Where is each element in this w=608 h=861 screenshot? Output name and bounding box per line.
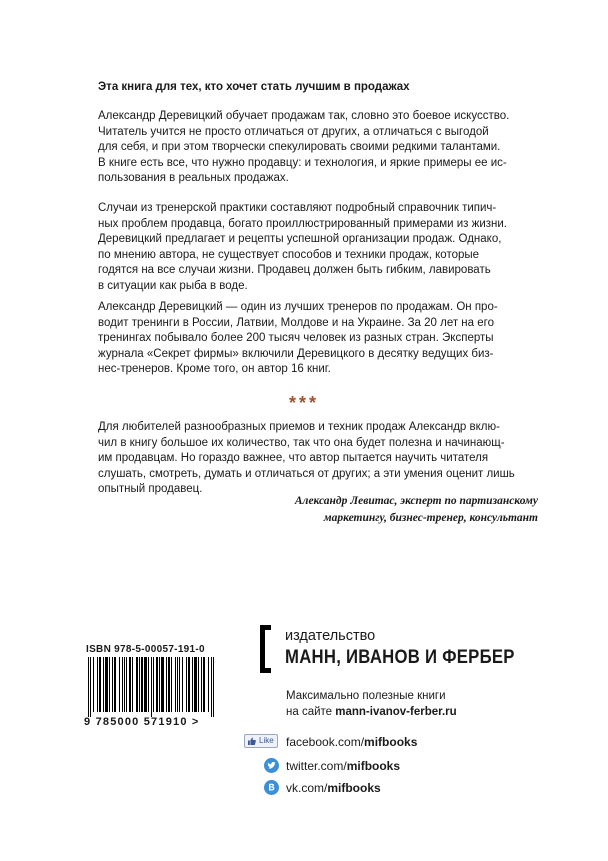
facebook-url[interactable]	[286, 734, 417, 750]
like-label: Like	[259, 736, 274, 745]
paragraph-line: В книге есть все, что нужно продавцу: и технология, и яркие примеры ее ис-	[98, 156, 507, 169]
barcode-bar	[171, 657, 172, 712]
separator-stars: ***	[288, 393, 319, 413]
barcode-bar	[112, 657, 113, 712]
paragraph-line: пользования в реальных продажах.	[98, 172, 289, 185]
facebook-like-button[interactable]	[244, 734, 278, 748]
paragraph-line: ных проблем продавца, богато проиллюстрированный примерами из жизни.	[98, 217, 508, 230]
barcode-bar	[179, 657, 180, 712]
publisher-name: МАНН, ИВАНОВ И ФЕРБЕР	[285, 647, 515, 668]
url-handle: mifbooks	[364, 735, 418, 749]
barcode-bar	[109, 657, 110, 712]
barcode-bar	[88, 657, 89, 717]
attribution-line: маркетингу, бизнес-тренер, консультант	[323, 512, 538, 524]
paragraph-line: чил в книгу большое их количество, так что она будет полезна и начинающ-	[98, 436, 505, 449]
vk-icon	[264, 780, 279, 795]
paragraph-line: годятся на все случаи жизни. Продавец должен быть гибким, лавировать	[98, 264, 491, 277]
paragraph-4	[98, 420, 538, 498]
barcode-bar	[99, 657, 101, 712]
paragraph-line: Александр Деревицкий — один из лучших тренеров по продажам. Он про-	[98, 301, 498, 313]
paragraph-line: Александр Деревицкий обучает продажам так, словно это боевое искусство.	[98, 110, 510, 122]
vk-url[interactable]	[286, 780, 381, 796]
twitter-url[interactable]	[286, 758, 400, 774]
barcode-bar	[144, 657, 147, 712]
heading: Эта книга для тех, кто хочет стать лучшим в продажах	[98, 81, 410, 93]
barcode-bar	[122, 657, 123, 712]
paragraph-1	[98, 109, 538, 187]
bracket-logo-icon	[258, 623, 274, 675]
barcode-image	[86, 657, 216, 717]
paragraph-line: водит тренинги в России, Латвии, Молдове и на Украине. За 20 лет на его	[98, 316, 494, 329]
quote-attribution	[208, 493, 538, 527]
barcode-bar	[159, 657, 160, 712]
barcode-bar	[126, 657, 127, 712]
barcode-bar	[208, 657, 209, 712]
url-handle: mifbooks	[346, 759, 401, 773]
barcode-bar	[186, 657, 187, 712]
promo-prefix: на сайте	[286, 705, 336, 718]
barcode-bar	[153, 657, 154, 712]
paragraph-line: Для любителей разнообразных приемов и техник продаж Александр вклю-	[98, 421, 500, 433]
barcode-bar	[132, 657, 133, 712]
paragraph-3	[98, 300, 538, 378]
paragraph-line: опытный продавец.	[98, 483, 203, 496]
barcode-bar	[192, 657, 193, 712]
barcode-bar	[103, 657, 104, 712]
website-link[interactable]: mann-ivanov-ferber.ru	[335, 705, 457, 718]
attribution-line: Александр Левитас, эксперт по партизанскому	[294, 495, 538, 507]
barcode-bar	[124, 657, 125, 712]
barcode-bar	[151, 657, 152, 717]
twitter-bird-icon	[264, 758, 279, 773]
barcode-bar	[211, 657, 212, 717]
barcode-bar	[188, 657, 190, 712]
paragraph-line: Деревицкий предлагает и рецепты успешной организации продаж. Однако,	[98, 233, 502, 246]
publisher-label: издательство	[285, 628, 376, 644]
barcode-bar	[201, 657, 202, 712]
url-handle: mifbooks	[327, 781, 381, 795]
paragraph-line: Читатель учится не просто отличаться от других, а отличаться с выгодой	[98, 125, 489, 138]
barcode-bar	[161, 657, 164, 712]
promo-text	[286, 689, 457, 720]
url-prefix: twitter.com/	[286, 759, 347, 773]
promo-line	[286, 705, 457, 721]
barcode-bar	[139, 657, 140, 712]
barcode-bar	[177, 657, 178, 712]
paragraph-line: слушать, смотреть, думать и отличаться от других; а эти умения оценит лишь	[98, 467, 515, 480]
thumbs-up-icon	[248, 737, 256, 745]
barcode-bar	[141, 657, 143, 712]
paragraph-line: им продавцам. Но гораздо важнее, что автор пытается научить читателя	[98, 452, 489, 465]
barcode-bar	[119, 657, 120, 712]
barcode-bar	[114, 657, 116, 712]
barcode-bar	[182, 657, 183, 712]
barcode-bar	[166, 657, 167, 712]
promo-line: Максимально полезные книги	[286, 690, 446, 702]
barcode-bar	[175, 657, 176, 712]
barcode-bar	[129, 657, 131, 712]
paragraph-2	[98, 201, 538, 295]
barcode-bar	[198, 657, 199, 712]
barcode-digits: 9 785000 571910 >	[84, 716, 200, 728]
url-prefix: vk.com/	[286, 781, 328, 795]
barcode-bar	[136, 657, 138, 712]
paragraph-line: журнала «Секрет фирмы» включили Деревицкого в десятку ведущих биз-	[98, 347, 494, 360]
barcode-bar	[194, 657, 197, 712]
barcode-bar	[93, 657, 94, 712]
barcode-bar	[168, 657, 170, 712]
barcode-bar	[156, 657, 158, 712]
barcode-bar	[90, 657, 91, 717]
paragraph-line: Случаи из тренерской практики составляют подробный справочник типич-	[98, 202, 497, 214]
url-prefix: facebook.com/	[286, 735, 365, 749]
barcode-bar	[97, 657, 98, 712]
paragraph-line: нес-тренеров. Кроме того, он автор 16 книг.	[98, 363, 331, 376]
paragraph-line: по мнению автора, не существует способов и техники продаж, которые	[98, 248, 480, 261]
paragraph-line: для себя, и при этом творчески спекулировать своими редкими талантами.	[98, 141, 501, 154]
barcode-bar	[148, 657, 149, 712]
barcode-bar	[203, 657, 205, 712]
barcode-bar	[213, 657, 214, 717]
barcode-bar	[105, 657, 108, 712]
paragraph-line: тренингах побывало более 200 тысяч человек из разных стран. Эксперты	[98, 332, 494, 345]
isbn-label: ISBN 978-5-00057-191-0	[86, 644, 205, 655]
paragraph-line: в ситуации как рыба в воде.	[98, 279, 248, 292]
